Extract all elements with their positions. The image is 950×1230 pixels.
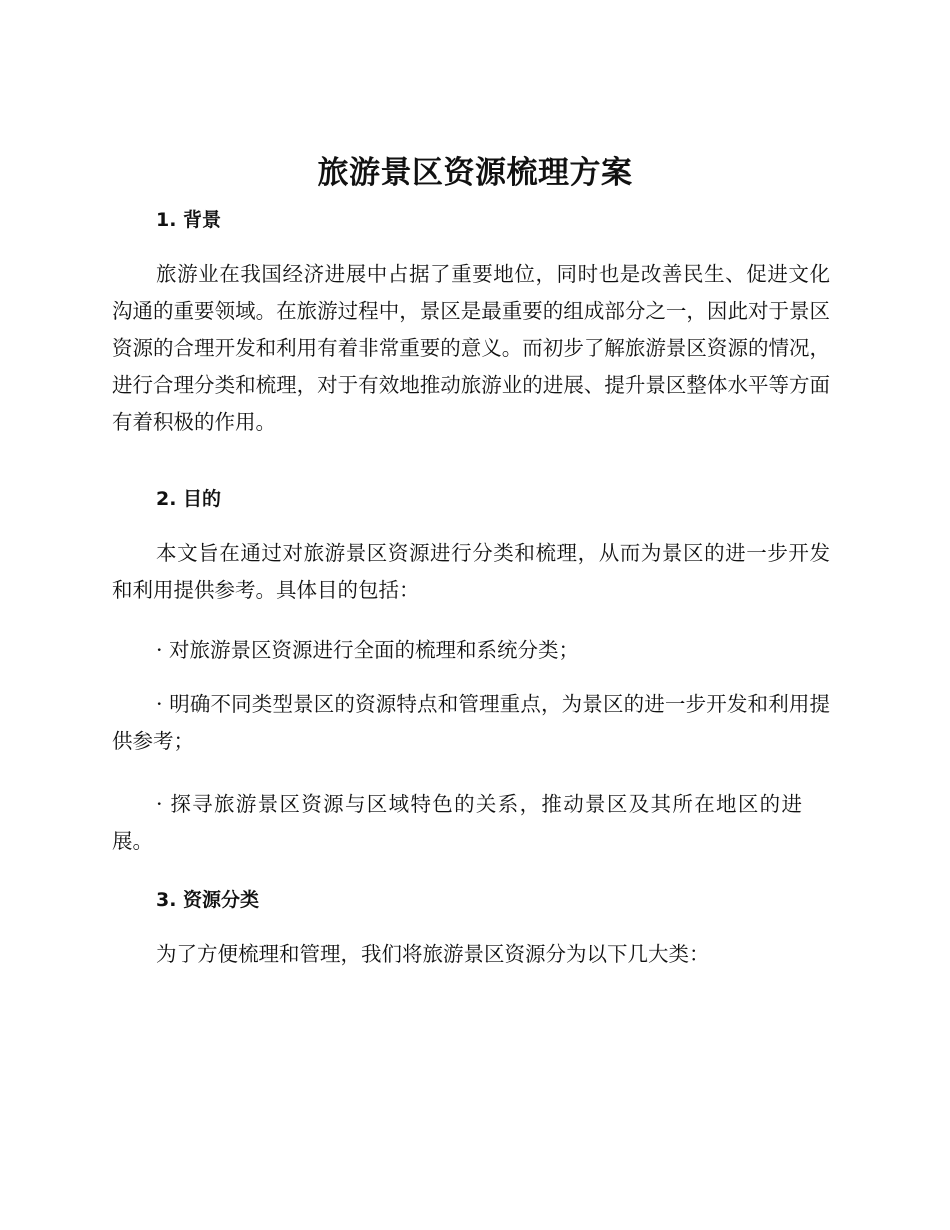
bullet-item: · 对旅游景区资源进行全面的梳理和系统分类；: [156, 638, 580, 662]
section-heading-purpose: 2. 目的: [156, 488, 222, 510]
section-heading-background: 1. 背景: [156, 209, 222, 231]
document-title: 旅游景区资源梳理方案: [317, 155, 633, 191]
bullet-item: · 明确不同类型景区的资源特点和管理重点，为景区的进一步开发和利用提供参考；: [112, 692, 830, 753]
paragraph-background: 旅游业在我国经济进展中占据了重要地位，同时也是改善民生、促进文化沟通的重要领域。在旅游过程中，景区是最重要的组成部分之一，因此对于景区资源的合理开发和利用有着非常重要的意义。而初步了解旅游景区资源的情况，进行合理分类和梳理，对于有效地推动旅游业的进展、提升景区整体水平等方面有着积极的作用。: [112, 262, 830, 434]
paragraph-classification-intro: 为了方便梳理和管理，我们将旅游景区资源分为以下几大类：: [156, 942, 710, 966]
paragraph-purpose-intro: 本文旨在通过对旅游景区资源进行分类和梳理，从而为景区的进一步开发和利用提供参考。具体目的包括：: [112, 541, 830, 602]
section-heading-resource-classification: 3. 资源分类: [156, 889, 260, 911]
bullet-item: · 探寻旅游景区资源与区域特色的关系，推动景区及其所在地区的进展。: [112, 792, 802, 853]
